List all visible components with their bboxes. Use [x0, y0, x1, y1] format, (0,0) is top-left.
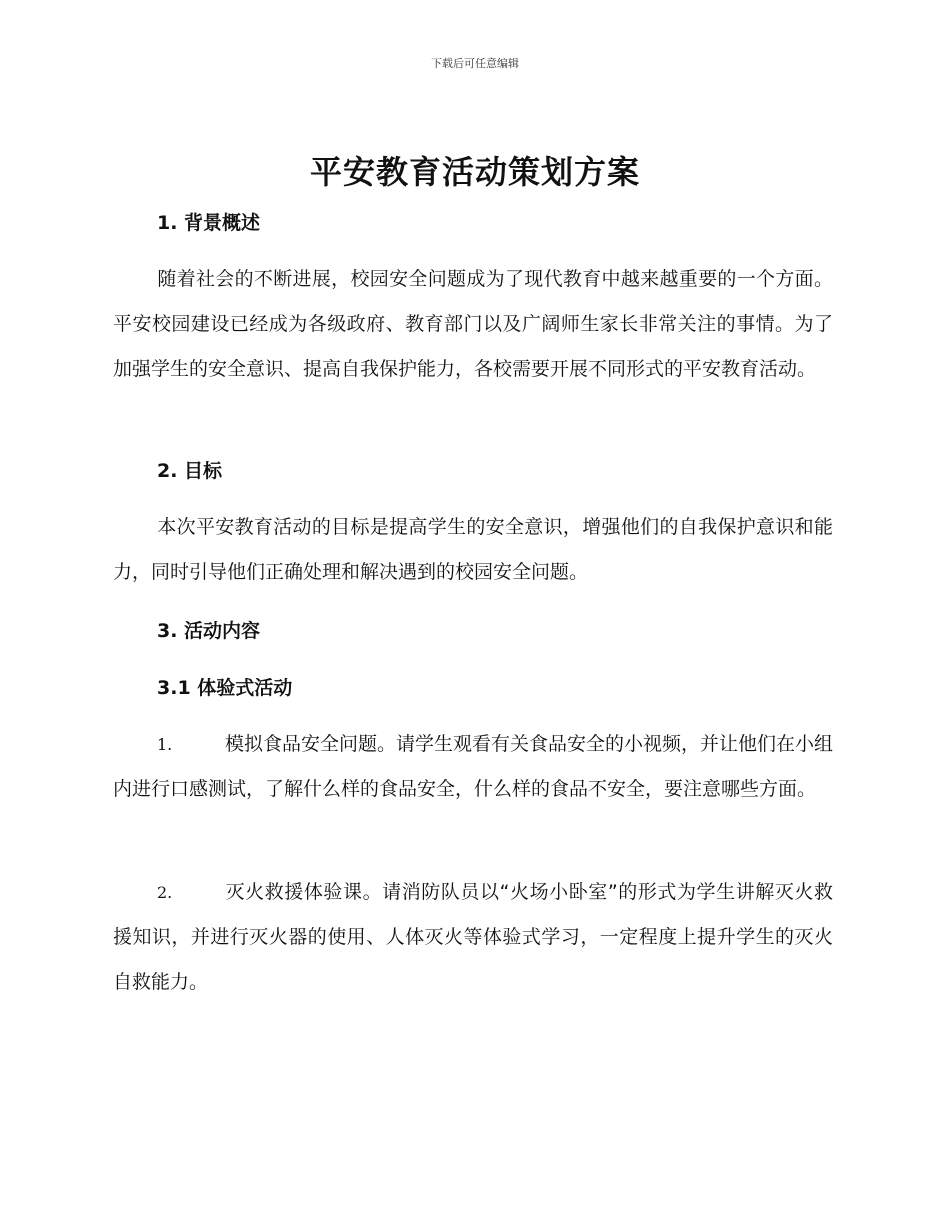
list-item — [113, 722, 833, 812]
paragraph-goal — [113, 505, 833, 595]
list-item-text: 模拟食品安全问题。请学生观看有关食品安全的小视频，并让他们在小组内进行口感测试，了解什么样的食品安全，什么样的食品不安全，要注意哪些方面。 — [113, 733, 834, 800]
section-heading-goal: 2. 目标 — [157, 460, 223, 482]
paragraph-text: 随着社会的不断进展，校园安全问题成为了现代教育中越来越重要的一个方面。平安校园建设已经成为各级政府、教育部门以及广阔师生家长非常关注的事情。为了加强学生的安全意识、提高自我保护能力，各校需要开展不同形式的平安教育活动。 — [113, 268, 833, 380]
document-title: 平安教育活动策划方案 — [309, 153, 640, 191]
list-number: 1. — [157, 735, 173, 754]
section-heading-content: 3. 活动内容 — [157, 620, 261, 642]
list-number: 2. — [157, 883, 173, 902]
paragraph-background — [113, 257, 833, 392]
sub-heading-experiential: 3.1 体验式活动 — [157, 677, 293, 699]
paragraph-text: 本次平安教育活动的目标是提高学生的安全意识，增强他们的自我保护意识和能力，同时引导他们正确处理和解决遇到的校园安全问题。 — [113, 516, 833, 583]
list-item — [113, 870, 833, 1005]
section-heading-background: 1. 背景概述 — [157, 212, 261, 234]
list-item-text: 灭火救援体验课。请消防队员以“火场小卧室”的形式为学生讲解灭火救援知识，并进行灭火器的使用、人体灭火等体验式学习，一定程度上提升学生的灭火自救能力。 — [113, 881, 833, 993]
page-header: 下载后可任意编辑 — [431, 57, 519, 70]
